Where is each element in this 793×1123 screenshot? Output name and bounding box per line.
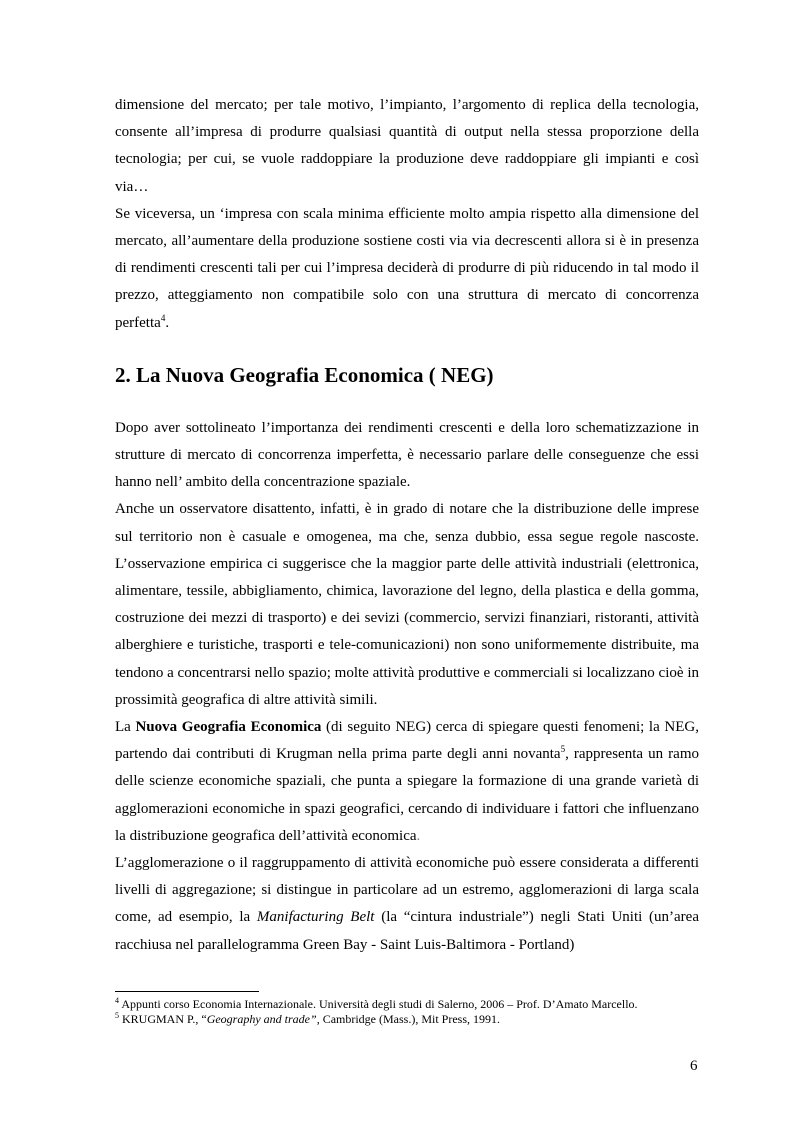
paragraph xyxy=(115,714,699,850)
footnotes xyxy=(115,997,715,1027)
paragraph-text: Anche un osservatore disattento, infatti, è in grado di notare che la distribuzione delle imprese sul territorio non è casuale e omogenea, ma che, senza dubbio, essa segue regole nascoste. L’osservazione empirica ci suggerisce che la maggior parte delle attività industriali (elettronica, alimentare, tessile, abbigliamento, chimica, lavorazione del legno, della plastica e della gomma, costruzione dei mezzi di trasporto) e dei sevizi (commercio, servizi finanziari, ristoranti, attività alberghiere e turistiche, trasporti e tele-comunicazioni) non sono uniformemente distribuite, ma tendono a concentrarsi nello spazio; molte attività produttive e commerciali si localizzano cioè in prossimità geografica di altre attività simili. xyxy=(115,501,699,708)
paragraph-text: Dopo aver sottolineato l’importanza dei rendimenti crescenti e della loro schematizzazione in strutture di mercato di concorrenza imperfetta, è necessario parlare delle conseguenze che essi hanno nell’ ambito della concentrazione spaziale. xyxy=(115,419,699,491)
footnote-text: Appunti corso Economia Internazionale. Università degli studi di Salerno, 2006 – Prof. D’Amato Marcello. xyxy=(119,997,638,1011)
paragraph-text: . xyxy=(416,827,421,844)
paragraph-text: (di seguito NEG) cerca di spiegare questi fenomeni; la NEG, partendo dai contributi di Krugman nella prima parte degli anni novanta xyxy=(115,719,699,763)
paragraph-text: (la “cintura industriale”) negli Stati Uniti (un’area racchiusa nel parallelogramma Green Bay - Saint Luis-Baltimora - Portland) xyxy=(115,909,699,953)
paragraph-text: L’agglomerazione o il raggruppamento di attività economiche può essere considerata a differenti livelli di aggregazione; si distingue in particolare ad un estremo, agglomerazioni di larga scala come, ad esempio, la xyxy=(115,855,699,926)
footnote-text: KRUGMAN P., “ xyxy=(119,1012,207,1026)
paragraph-text: Se viceversa, un ‘impresa con scala minima efficiente molto ampia rispetto alla dimensione del mercato, all’aumentare della produzione sostiene costi via via decrescenti allora si è in presenza di rendimenti crescenti tali per cui l’impresa deciderà di produrre di più riducendo in tal modo il prezzo, atteggiamento non compatibile solo con una struttura di mercato di concorrenza perfetta xyxy=(115,205,699,331)
paragraph-text: . xyxy=(165,314,170,331)
paragraph xyxy=(115,92,699,201)
footnote-italic: Geography and trade” xyxy=(206,1012,317,1026)
page-number: 6 xyxy=(690,1058,698,1074)
paragraph-text: , rappresenta un ramo delle scienze economiche spaziali, che punta a spiegare la formazione di una grande varietà di agglomerazioni economiche in spazi geografici, cercando di individuare i fattori che influenzano la distribuzione geografica dell’attività economica xyxy=(115,746,699,844)
footnote-text: , Cambridge (Mass.), Mit Press, 1991. xyxy=(316,1012,501,1026)
paragraph xyxy=(115,850,699,959)
footnote-5 xyxy=(115,1012,715,1027)
footnote-number: 5 xyxy=(115,1011,119,1020)
paragraph xyxy=(115,415,699,497)
footnote-number: 4 xyxy=(115,996,119,1005)
footnote-ref[interactable]: 5 xyxy=(560,744,566,755)
bold-term: Nuova Geografia Economica xyxy=(135,719,322,736)
footnote-separator xyxy=(115,991,259,992)
footnote-ref[interactable]: 4 xyxy=(160,312,166,323)
document-body xyxy=(115,92,699,959)
section-heading: 2. La Nuova Geografia Economica ( NEG) xyxy=(115,362,494,387)
footnote-4 xyxy=(115,997,715,1012)
italic-term: Manifacturing Belt xyxy=(256,909,375,926)
paragraph-text: La xyxy=(115,719,136,736)
paragraph-text: dimensione del mercato; per tale motivo, l’impianto, l’argomento di replica della tecnologia, consente all’impresa di produrre qualsiasi quantità di output nella stessa proporzione della tecnologia; per cui, se vuole raddoppiare la produzione deve raddoppiare gli impianti e così via… xyxy=(115,97,699,195)
paragraph xyxy=(115,496,699,714)
paragraph xyxy=(115,201,699,337)
